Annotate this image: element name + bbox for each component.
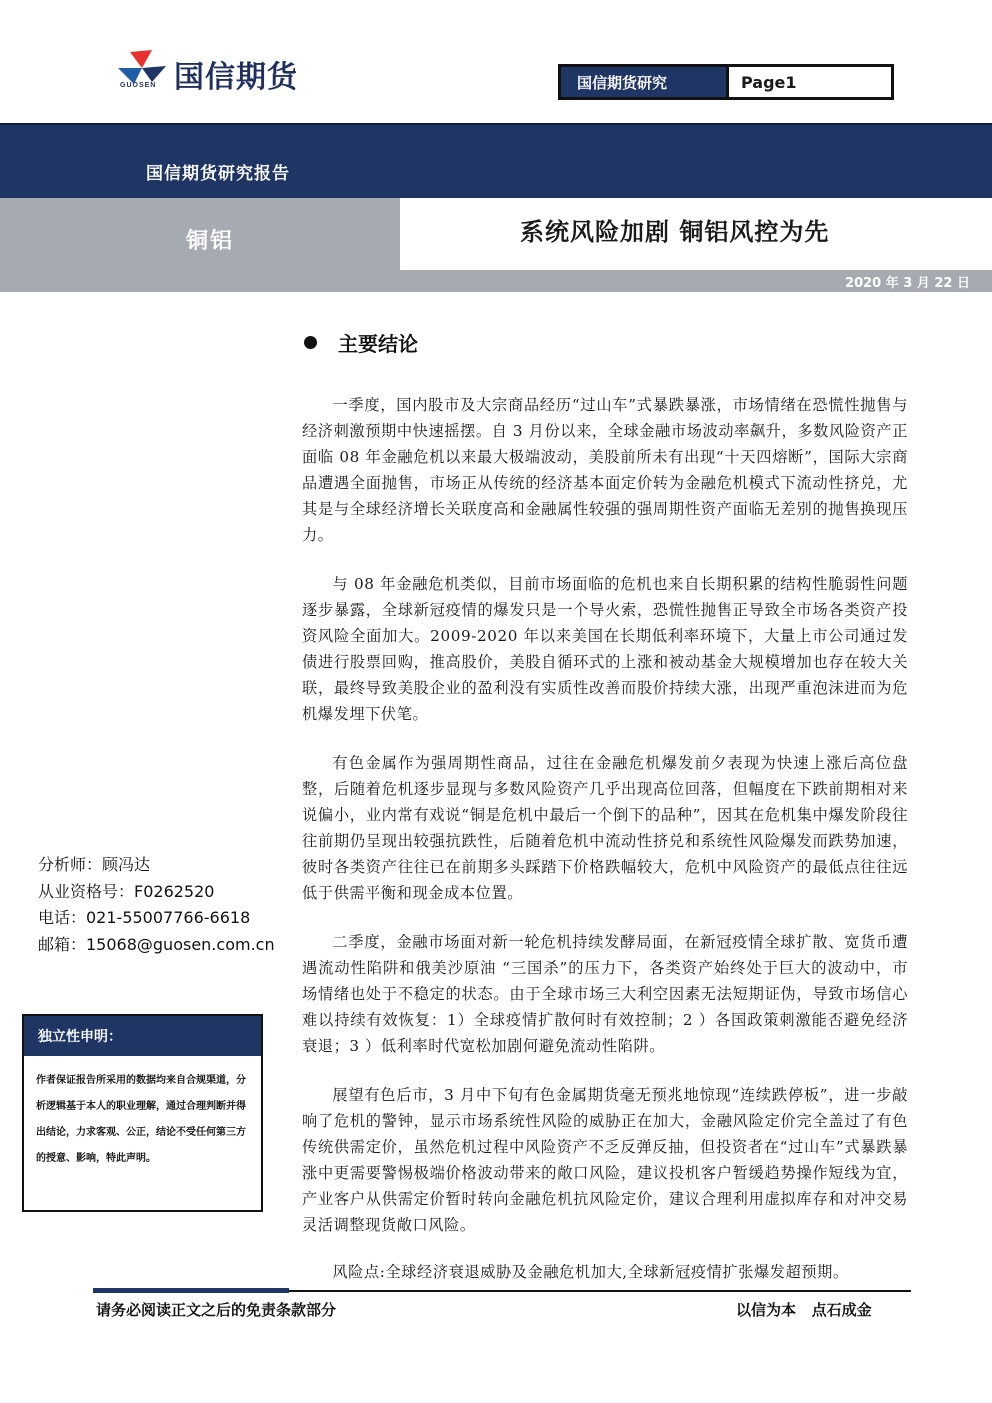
logo-name: 国信期货	[174, 60, 298, 95]
body-paragraph: 与 08 年金融危机类似，目前市场面临的危机也来自长期积累的结构性脆弱性问题逐步暴露，全球新冠疫情的爆发只是一个导火索，恐慌性抛售正导致全市场各类资产投资风险全面加大。2009-2020 年以来美国在长期低利率环境下，大量上市公司通过发债进行股票回购，推高股价，美股自循环式的上涨和被动基金大规模增加也存在较大关联，最终导致美股企业的盈利没有实质性改善而股价持续大涨，出现严重泡沫进而为危机爆发埋下伏笔。	[302, 575, 908, 723]
footer-accent-bar	[93, 1288, 289, 1293]
report-series-title: 国信期货研究报告	[146, 164, 290, 184]
body-paragraph: 一季度，国内股市及大宗商品经历“过山车”式暴跌暴涨，市场情绪在恐慌性抛售与经济刺激预期中快速摇摆。自 3 月份以来，全球金融市场波动率飙升，多数风险资产正面临 08 年金融危机以来最大极端波动，美股前所未有出现“十天四熔断”，国际大宗商品遭遇全面抛售，市场正从传统的经济基本面定价转为金融危机模式下流动性挤兑，尤其是与全球经济增长关联度高和金融属性较强的强周期性资产面临无差别的抛售换现压力。	[302, 396, 908, 544]
statement-title: 独立性申明：	[24, 1016, 261, 1056]
company-logo	[112, 48, 352, 98]
independence-statement	[22, 1014, 263, 1212]
bullet-icon	[304, 336, 317, 349]
page-number: Page1	[726, 67, 891, 97]
category-label: 铜铝	[186, 229, 235, 254]
analyst-name: 分析师：顾冯达	[38, 855, 151, 874]
footer-slogan: 以信为本 点石成金	[736, 1301, 872, 1319]
body-paragraph: 有色金属作为强周期性商品，过往在金融危机爆发前夕表现为快速上涨后高位盘整，后随着危机逐步显现与多数风险资产几乎出现高位回落，但幅度在下跌前期相对来说偏小，业内常有戏说“铜是危机中最后一个倒下的品种”，因其在危机集中爆发阶段往往前期仍呈现出较强抗跌性，后随着危机中流动性挤兑和系统性风险爆发而跌势加速，彼时各类资产往往已在前期多头踩踏下价格跌幅较大，危机中风险资产的最低点往往远低于供需平衡和现金成本位置。	[302, 754, 908, 902]
title-band	[400, 198, 992, 266]
category-band	[0, 198, 400, 277]
body-paragraph: 二季度，金融市场面对新一轮危机持续发酵局面，在新冠疫情全球扩散、宽货币遭遇流动性陷阱和俄美沙原油 “三国杀”的压力下，各类资产始终处于巨大的波动中，市场情绪也处于不稳定的状态。由于全球市场三大利空因素无法短期证伪，导致市场信心难以持续有效恢复：1）全球疫情扩散何时有效控制；2 ）各国政策刺激能否避免经济衰退；3 ）低利率时代宽松加剧何避免流动性陷阱。	[302, 933, 908, 1055]
footer-disclaimer-note: 请务必阅读正文之后的免责条款部分	[96, 1301, 337, 1319]
risk-note: 风险点:全球经济衰退威胁及金融危机加大,全球新冠疫情扩张爆发超预期。	[332, 1263, 849, 1281]
report-header-band	[0, 123, 992, 198]
logo-subtext: GUOSEN	[120, 82, 157, 89]
report-date: 2020 年 3 月 22 日	[845, 276, 970, 291]
analyst-email[interactable]: 邮箱：15068@guosen.com.cn	[38, 934, 275, 954]
main-body	[302, 392, 908, 1308]
analyst-info	[38, 852, 275, 958]
analyst-cert: 从业资格号：F0262520	[38, 881, 215, 901]
body-paragraph: 展望有色后市，3 月中下旬有色金属期货毫无预兆地惊现“连续跌停板”，进一步敲响了危机的警钟，显示市场系统性风险的威胁正在加大，金融风险定价完全盖过了有色传统供需定价，虽然危机过程中风险资产不乏反弹反抽，但投资者在“过山车”式暴跌暴涨中更需要警惕极端价格波动带来的敞口风险，建议投机客户暂缓趋势操作短线为宜，产业客户从供需定价暂时转向金融危机抗风险定价，建议合理利用虚拟库存和对冲交易灵活调整现货敞口风险。	[302, 1086, 908, 1234]
analyst-phone: 电话：021-55007766-6618	[38, 908, 251, 927]
statement-text: 作者保证报告所采用的数据均来自合规渠道，分析逻辑基于本人的职业理解，通过合理判断并得出结论，力求客观、公正，结论不受任何第三方的授意、影响，特此声明。	[36, 1075, 246, 1164]
report-tag-box	[558, 64, 894, 100]
research-label: 国信期货研究	[561, 67, 726, 97]
section-heading: 主要结论	[338, 332, 418, 356]
report-title: 系统风险加剧 铜铝风控为先	[520, 217, 830, 246]
